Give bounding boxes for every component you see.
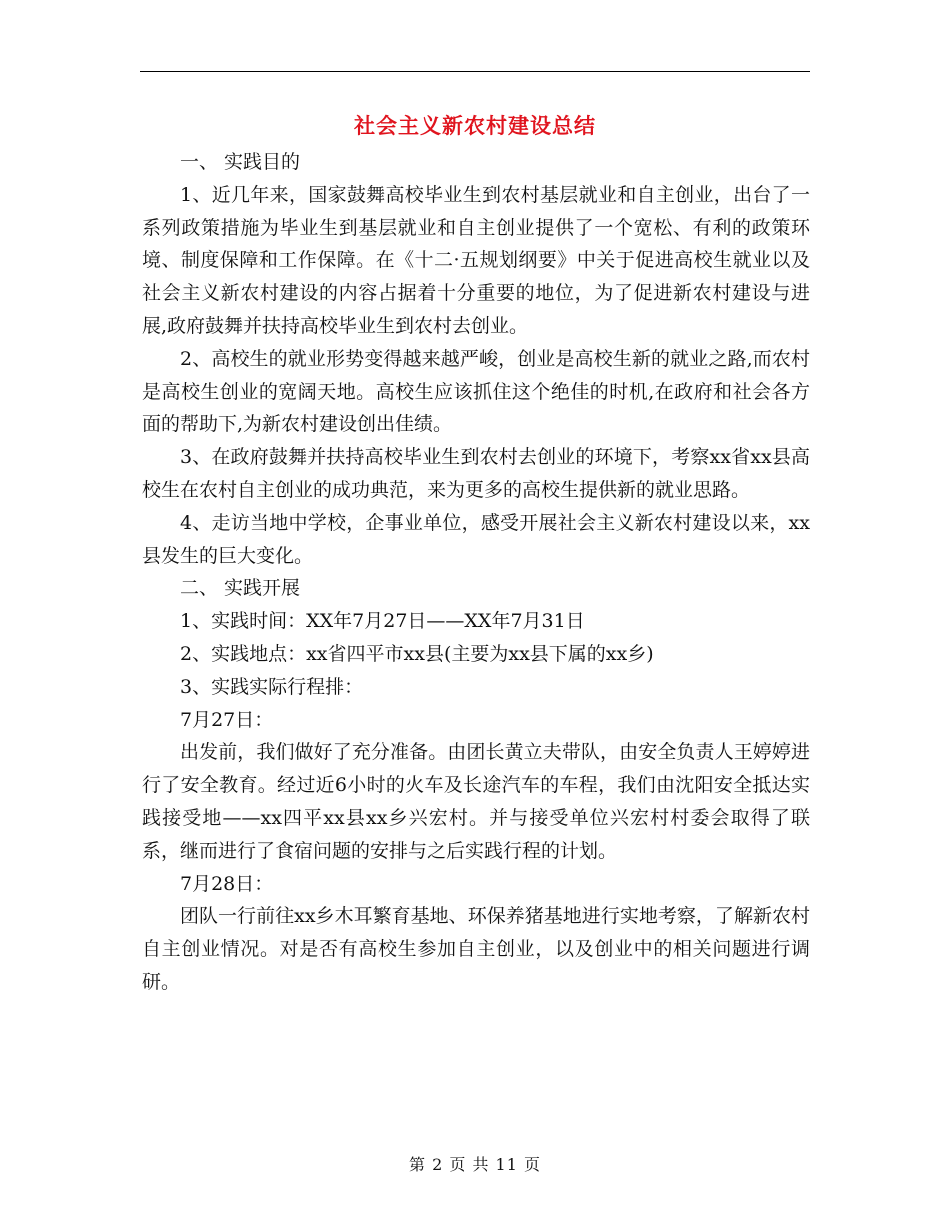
paragraph-practice-time: 1、实践时间：XX年7月27日——XX年7月31日 — [180, 610, 585, 633]
paragraph-purpose-2: 2、高校生的就业形势变得越来越严峻，创业是高校生新的就业之路,而农村是高校生创业的宽阔天地。高校生应该抓住这个绝佳的时机,在政府和社会各方面的帮助下,为新农村建设创出佳绩。 — [142, 347, 810, 436]
section-heading-purpose: 一、 实践目的 — [180, 151, 301, 173]
section-heading-progress: 二、 实践开展 — [180, 577, 301, 600]
date-july-27: 7月27日： — [180, 708, 274, 731]
paragraph-practice-location: 2、实践地点：xx省四平市xx县(主要为xx县下属的xx乡) — [180, 642, 654, 665]
document-body — [142, 146, 810, 999]
page-footer — [0, 1152, 950, 1175]
document-title: 社会主义新农村建设总结 — [354, 113, 596, 138]
page-number-label: 第 2 页 共 11 页 — [409, 1155, 541, 1174]
paragraph-purpose-1: 1、近几年来，国家鼓舞高校毕业生到农村基层就业和自主创业，出台了一系列政策措施为毕业生到基层就业和自主创业提供了一个宽松、有利的政策环境、制度保障和工作保障。在《十二·五规划纲要》中关于促进高校生就业以及社会主义新农村建设的内容占据着十分重要的地位，为了促进新农村建设与进展,政府鼓舞并扶持高校毕业生到农村去创业。 — [142, 183, 810, 337]
paragraph-july-28: 团队一行前往xx乡木耳繁育基地、环保养猪基地进行实地考察，了解新农村自主创业情况。对是否有高校生参加自主创业，以及创业中的相关问题进行调研。 — [142, 905, 810, 993]
header-rule — [140, 71, 810, 72]
paragraph-itinerary-heading: 3、实践实际行程排： — [180, 675, 364, 698]
paragraph-july-27: 出发前，我们做好了充分准备。由团长黄立夫带队，由安全负责人王婷婷进行了安全教育。经过近6小时的火车及长途汽车的车程，我们由沈阳安全抵达实践接受地——xx四平xx县xx乡兴宏村。并与接受单位兴宏村村委会取得了联系，继而进行了食宿问题的安排与之后实践行程的计划。 — [142, 741, 810, 862]
date-july-28: 7月28日： — [180, 872, 274, 895]
paragraph-purpose-4: 4、走访当地中学校，企事业单位，感受开展社会主义新农村建设以来，xx县发生的巨大变化。 — [142, 511, 810, 567]
paragraph-purpose-3: 3、在政府鼓舞并扶持高校毕业生到农村去创业的环境下，考察xx省xx县高校生在农村自主创业的成功典范，来为更多的高校生提供新的就业思路。 — [142, 446, 810, 501]
